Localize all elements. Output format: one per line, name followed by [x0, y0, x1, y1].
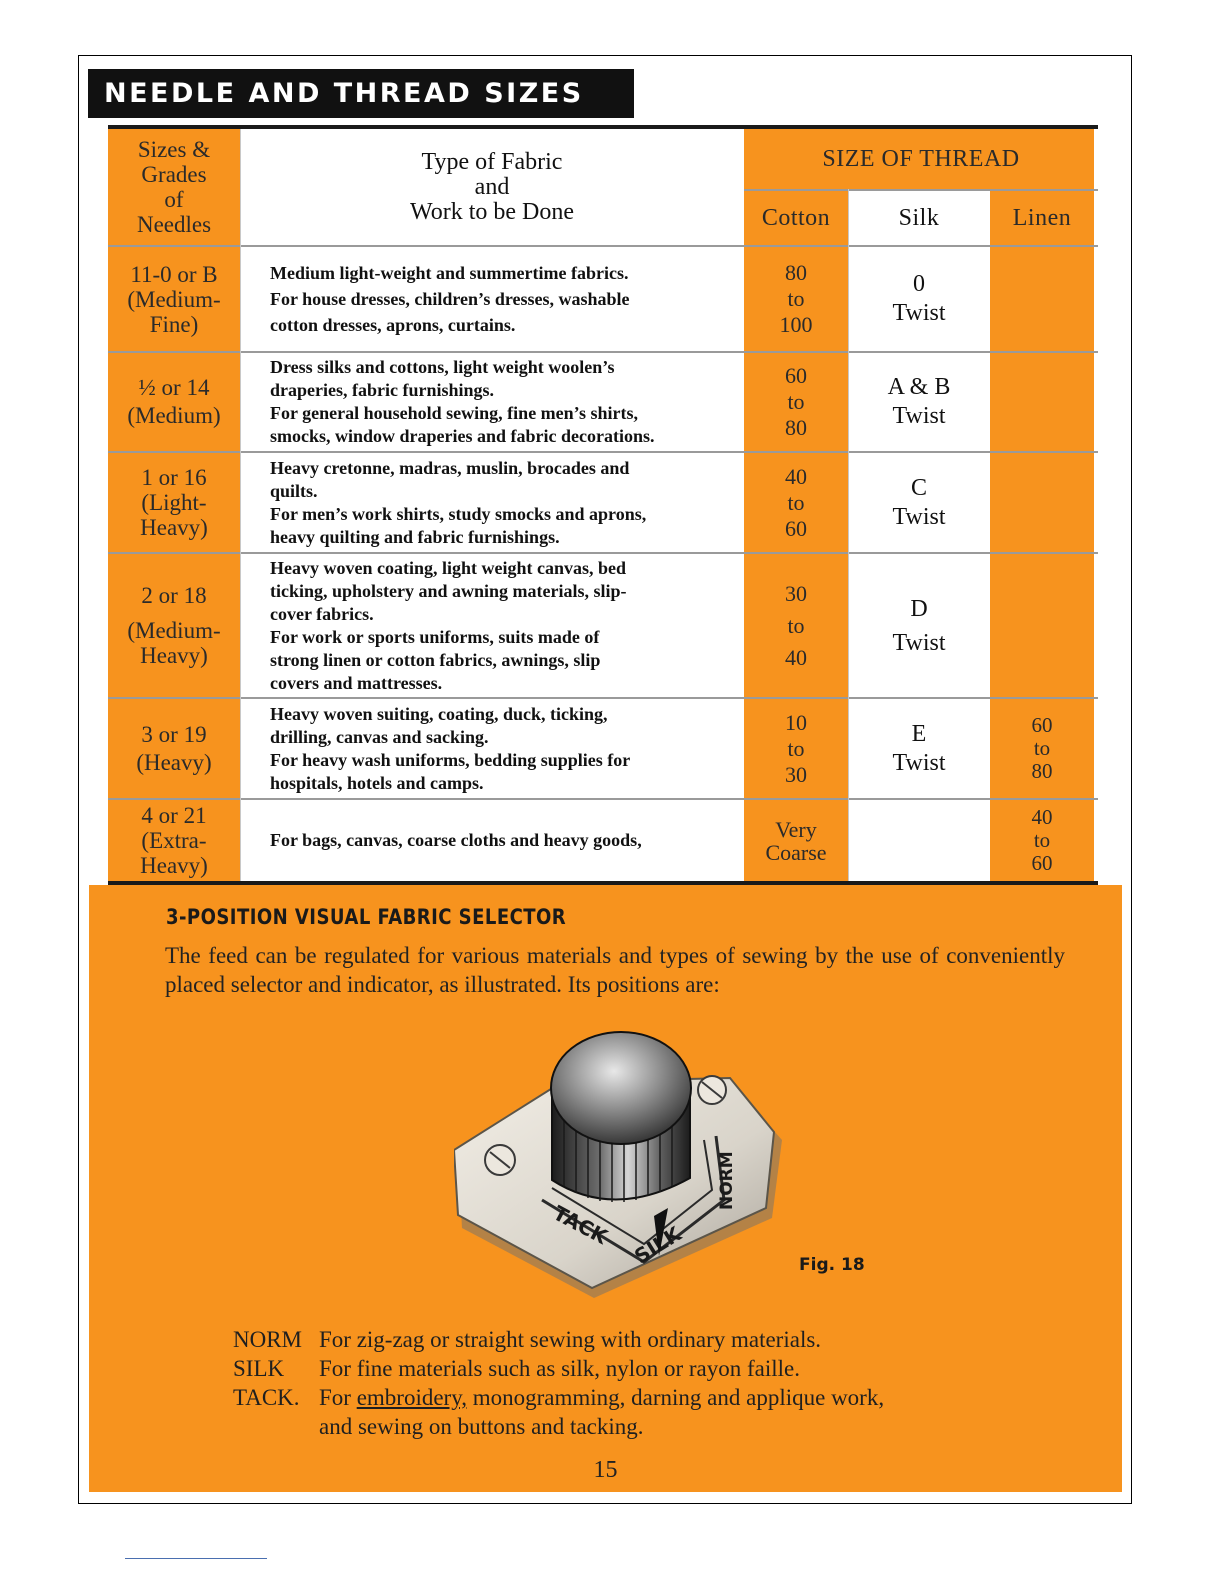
fabric-line: Medium light-weight and summertime fabrics.	[270, 263, 629, 283]
fabric-line: draperies, fabric furnishings.	[270, 380, 495, 400]
header-thread-size: SIZE OF THREAD	[822, 145, 1020, 172]
needle-line: 1 or 16	[141, 465, 207, 490]
cotton-line: 40	[785, 463, 807, 489]
row-silk-size	[848, 247, 990, 351]
legend-text: For zig-zag or straight sewing with ordinary materials.	[319, 1327, 822, 1352]
row-cotton-size	[744, 453, 848, 552]
row-fabric-description	[240, 453, 744, 552]
header-fabric-line: Work to be Done	[409, 198, 575, 225]
cotton-line: to	[787, 389, 805, 414]
needle-line: (Light-	[141, 490, 207, 515]
silk-line: 0	[913, 271, 925, 297]
fabric-line: quilts.	[270, 480, 318, 501]
row-fabric-description	[240, 554, 744, 697]
fabric-line: For general household sewing, fine men’s shirts,	[270, 403, 639, 423]
fabric-line: Heavy woven suiting, coating, duck, ticking,	[270, 703, 608, 724]
fabric-line: smocks, window draperies and fabric decorations.	[270, 426, 655, 446]
legend-continuation: and sewing on buttons and tacking.	[319, 1414, 644, 1439]
fabric-line: Heavy woven coating, light weight canvas, bed	[270, 557, 627, 578]
cotton-line: 100	[779, 312, 813, 337]
fabric-line: heavy quilting and fabric furnishings.	[270, 526, 560, 547]
cotton-line: 60	[785, 515, 807, 541]
fabric-line: ticking, upholstery and awning materials, slip-	[270, 580, 627, 601]
cotton-line: to	[787, 489, 805, 515]
cotton-line: to	[787, 735, 805, 761]
silk-line: Twist	[892, 403, 946, 429]
row-fabric-description	[240, 699, 744, 798]
legend-underlined-word: embroidery,	[356, 1385, 467, 1410]
fabric-line: Dress silks and cottons, light weight woolen’s	[270, 357, 615, 377]
selector-legend	[233, 1325, 884, 1441]
header-needles-line: Grades	[141, 162, 207, 187]
silk-line: C	[910, 474, 927, 501]
linen-line: 40	[1031, 805, 1053, 829]
fabric-line: cover fabrics.	[270, 603, 374, 624]
fabric-line: covers and mattresses.	[270, 672, 443, 693]
legend-text: For fine materials such as silk, nylon or rayon faille.	[319, 1356, 800, 1381]
cotton-line: 60	[785, 363, 807, 388]
cotton-line: Coarse	[765, 839, 827, 865]
cotton-line: 80	[785, 260, 807, 285]
header-fabric	[240, 129, 744, 245]
page-title: NEEDLE AND THREAD SIZES	[88, 69, 634, 118]
dial-label-tack: TACK	[549, 1200, 612, 1249]
selector-title: 3-POSITION VISUAL FABRIC SELECTOR	[166, 905, 567, 929]
selector-knob-top	[551, 1032, 691, 1144]
fabric-line: For house dresses, children’s dresses, washable	[270, 289, 630, 309]
legend-text: For	[319, 1385, 357, 1410]
row-silk-size	[848, 699, 990, 798]
header-fabric-line: and	[474, 173, 510, 200]
silk-line: Twist	[892, 749, 946, 776]
fabric-line: strong linen or cotton fabrics, awnings, slip	[270, 649, 601, 670]
linen-line: 80	[1031, 759, 1053, 783]
fabric-line: cotton dresses, aprons, curtains.	[270, 315, 516, 335]
legend-row-norm	[233, 1325, 884, 1354]
row-cotton-size	[744, 247, 848, 351]
row-cotton-size	[744, 554, 848, 697]
legend-key: TACK.	[233, 1385, 300, 1410]
row-needle-size	[108, 453, 240, 552]
silk-line: A & B	[887, 374, 951, 400]
needle-line: Heavy)	[140, 515, 208, 540]
needle-line: (Extra-	[141, 828, 207, 853]
needle-line: (Medium-	[127, 618, 221, 643]
row-fabric-description	[240, 247, 744, 351]
header-needles-line: Needles	[136, 212, 212, 237]
selector-paragraph: The feed can be regulated for various materials and types of sewing by the use of conveniently placed selector and indicator, as illustrated. Its positions are:	[165, 943, 1065, 997]
header-needles-line: of	[164, 187, 184, 212]
cotton-line: to	[787, 286, 805, 311]
page-number: 15	[593, 1457, 618, 1483]
row-fabric-description	[240, 800, 744, 881]
needle-thread-table	[108, 125, 1098, 885]
row-needle-size	[108, 247, 240, 351]
row-silk-size	[848, 453, 990, 552]
legend-key: NORM	[233, 1327, 303, 1352]
needle-line: 3 or 19	[141, 721, 207, 747]
silk-line: Twist	[892, 629, 946, 656]
cotton-line: Very	[775, 816, 817, 842]
fabric-line: For work or sports uniforms, suits made of	[270, 626, 600, 647]
silk-line: Twist	[892, 300, 946, 326]
header-needles-line: Sizes &	[137, 137, 211, 162]
silk-line: Twist	[892, 503, 946, 530]
fabric-selector-section	[89, 885, 1122, 1492]
row-needle-size	[108, 353, 240, 451]
cotton-line: 10	[785, 709, 807, 735]
row-cotton-size	[744, 699, 848, 798]
needle-line: ½ or 14	[138, 375, 210, 400]
needle-line: (Medium)	[127, 403, 221, 428]
linen-line: to	[1033, 736, 1051, 760]
cotton-line: 30	[785, 580, 807, 606]
needle-line: 4 or 21	[141, 803, 207, 828]
needle-line: Heavy)	[140, 853, 208, 878]
row-cotton-size	[744, 353, 848, 451]
row-needle-size	[108, 800, 240, 881]
row-silk-size	[848, 554, 990, 697]
cotton-line: to	[787, 612, 805, 638]
needle-line: Heavy)	[140, 643, 208, 668]
cotton-line: 80	[785, 415, 807, 440]
header-needles	[108, 129, 240, 245]
header-cotton: Cotton	[761, 204, 831, 231]
silk-line: D	[910, 595, 928, 622]
fabric-selector-dial-illustration	[454, 1030, 784, 1300]
row-fabric-description	[240, 353, 744, 451]
row-needle-size	[108, 699, 240, 798]
header-linen: Linen	[1012, 204, 1072, 231]
header-silk: Silk	[898, 204, 940, 231]
legend-row-tack	[233, 1383, 884, 1412]
fabric-line: hospitals, hotels and camps.	[270, 772, 484, 793]
figure-caption: Fig. 18	[799, 1255, 865, 1275]
row-cotton-size	[744, 800, 848, 881]
row-needle-size	[108, 554, 240, 697]
header-fabric-line: Type of Fabric	[421, 148, 563, 175]
dial-label-norm: NORM	[717, 1151, 737, 1210]
needle-line: Fine)	[149, 311, 199, 337]
fabric-line: For bags, canvas, coarse cloths and heavy goods,	[270, 830, 642, 850]
legend-key: SILK	[233, 1356, 285, 1381]
legend-text: monogramming, darning and applique work,	[466, 1385, 885, 1410]
fabric-line: For heavy wash uniforms, bedding supplies for	[270, 749, 631, 770]
needle-line: (Heavy)	[136, 749, 212, 775]
cotton-line: 40	[785, 644, 807, 670]
fabric-line: For men’s work shirts, study smocks and aprons,	[270, 503, 647, 524]
needle-line: 2 or 18	[141, 583, 207, 608]
row-silk-size	[848, 353, 990, 451]
linen-line: 60	[1031, 851, 1053, 875]
linen-line: 60	[1031, 713, 1053, 737]
needle-line: (Medium-	[127, 286, 221, 312]
legend-row-silk	[233, 1354, 884, 1383]
silk-line: E	[911, 720, 927, 747]
footer-rule	[125, 1558, 267, 1559]
row-linen-size	[990, 699, 1094, 798]
needle-line: 11-0 or B	[130, 261, 218, 287]
linen-line: to	[1033, 828, 1051, 852]
cotton-line: 30	[785, 761, 807, 787]
fabric-line: Heavy cretonne, madras, muslin, brocades and	[270, 457, 630, 478]
fabric-line: drilling, canvas and sacking.	[270, 726, 489, 747]
row-linen-size	[990, 800, 1094, 881]
